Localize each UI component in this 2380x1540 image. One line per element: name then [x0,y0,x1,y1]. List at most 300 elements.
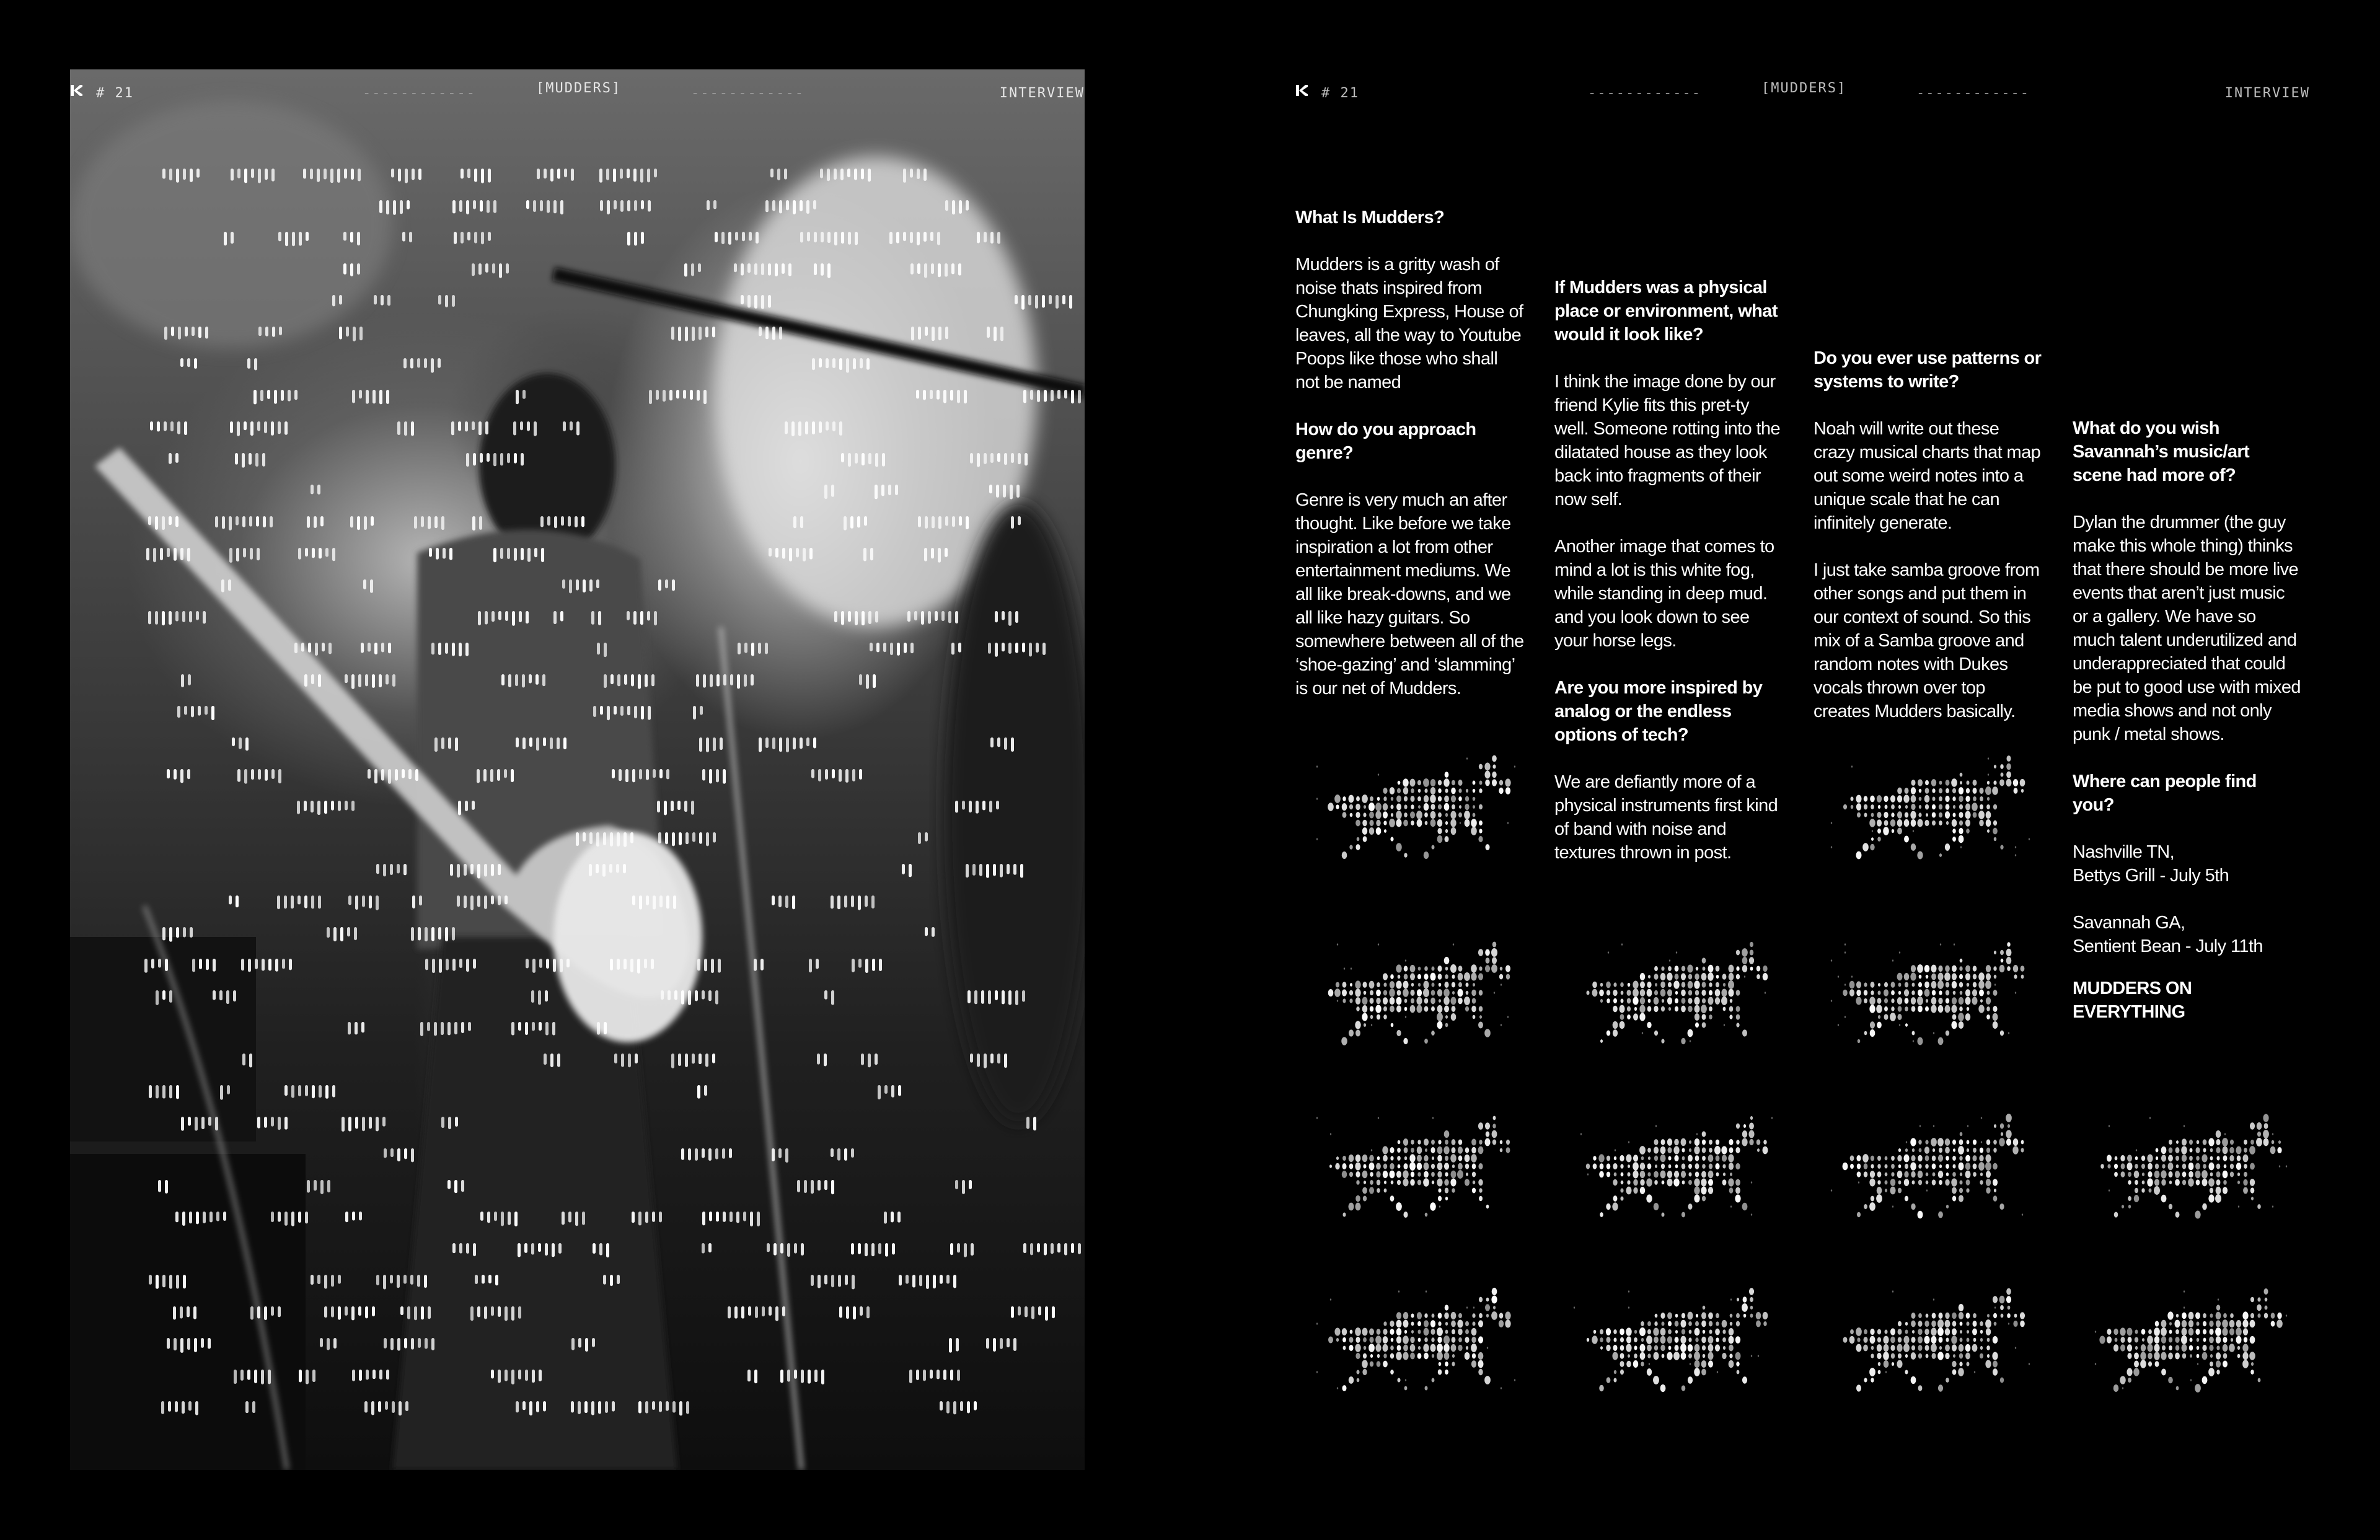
horse-dot [2141,1344,2146,1352]
horse-dot [1329,1164,1332,1168]
overlay-dot [919,1275,922,1286]
horse-dot [1491,1296,1497,1304]
horse-dot [1430,794,1436,803]
overlay-dot [386,1370,389,1379]
overlay-dot [778,895,782,907]
overlay-dot [355,1117,358,1129]
overlay-dot [216,1212,219,1221]
overlay-dot [819,421,822,433]
horse-dot [1383,788,1387,794]
horse-dot [2203,1313,2206,1318]
overlay-dot [223,1212,226,1221]
overlay-dot [1002,990,1005,1005]
overlay-dot [558,1243,562,1254]
horse-dot [1639,1005,1645,1013]
horse-dot [1933,1298,1934,1300]
overlay-dot [743,1212,746,1221]
overlay-dot [564,169,567,177]
question-physical-place: If Mudders was a physical place or environment, what would it look like? [1554,278,1778,345]
horse-dot [1654,990,1658,995]
overlay-dot [761,263,764,275]
horse-dot [1430,973,1435,981]
overlay-dot [357,232,360,245]
overlay-dot [713,200,716,209]
overlay-dot [846,1306,849,1319]
horse-dot [1668,966,1672,971]
horse-dot [1708,1344,1714,1352]
overlay-dot [250,1306,253,1320]
horse-dot [1911,1345,1915,1351]
horse-dot [1439,983,1441,987]
overlay-dot [938,327,941,340]
horse-dot [1756,974,1760,979]
horse-dot [1945,1313,1949,1319]
horse-dot [1958,1163,1963,1171]
overlay-dot [242,453,245,468]
horse-dot [1479,966,1482,970]
horse-dot [1905,982,1908,988]
horse-dot [1892,1362,1894,1366]
horse-dot [1721,989,1727,997]
overlay-dot [351,169,354,180]
overlay-dot [532,959,536,973]
overlay-dot [750,1212,753,1226]
overlay-dot [1045,1306,1048,1321]
overlay-dot [782,263,785,274]
overlay-dot [970,1054,973,1063]
horse-dot [1890,1179,1895,1186]
horse-dot [2114,1164,2118,1169]
overlay-dot [765,327,769,339]
overlay-dot [672,579,675,591]
horse-dot [1871,813,1874,817]
horse-dot [1898,991,1901,995]
overlay-dot [640,611,643,625]
horse-dot [1472,1313,1475,1318]
overlay-dot [677,801,681,810]
overlay-dot [162,1085,165,1099]
horse-dot [1958,1368,1964,1376]
overlay-dot [258,769,261,780]
horse-dot [1729,1139,1733,1145]
horse-dot [1695,1171,1699,1177]
overlay-dot [940,1275,943,1284]
horse-dot [1850,1329,1854,1334]
overlay-dot [1023,390,1026,403]
horse-dot [1316,765,1318,767]
horse-dot [1897,1155,1902,1161]
horse-dot [1863,1337,1867,1343]
horse-dot [1988,757,1989,759]
horse-dot [1444,1130,1450,1138]
horse-dot [1708,965,1714,973]
horse-dot [2243,1179,2247,1186]
horse-dot [1383,1353,1386,1358]
horse-dot [1960,1330,1962,1334]
horse-dot [2161,1179,2166,1186]
overlay-dot [566,959,570,967]
horse-dot [1897,973,1903,981]
horse-dot [1654,1321,1657,1326]
overlay-dot [645,1401,648,1414]
overlay-dot [832,358,835,368]
horse-dot [2175,1171,2180,1178]
horse-dot [1729,1336,1734,1344]
overlay-dot [539,959,542,968]
overlay-dot [613,169,616,182]
horse-dot [1484,1138,1490,1146]
overlay-dot [527,548,531,562]
horse-dot [1722,1320,1727,1327]
horse-dot [1598,1154,1604,1162]
horse-dot [1864,804,1867,810]
horse-dot [2188,1163,2194,1170]
horse-dot [1729,1353,1732,1358]
horse-dot [1450,811,1456,819]
horse-dot [1884,820,1889,825]
overlay-dot [871,895,875,909]
overlay-dot [410,358,413,369]
horse-dot [1994,1322,1997,1326]
horse-dot [1626,1155,1631,1163]
horse-dot [1364,1181,1366,1184]
horse-dot [1688,1353,1692,1358]
horse-dot [1377,1188,1380,1193]
overlay-dot [800,737,803,749]
overlay-dot [916,390,919,398]
overlay-dot [458,801,461,815]
overlay-dot [522,737,526,749]
article-kind: INTERVIEW [2224,86,2310,101]
horse-dot [1911,1203,1915,1210]
horse-dot [1368,803,1375,811]
horse-dot [1437,1344,1443,1352]
overlay-dot [593,706,596,717]
horse-dot [2216,1156,2219,1160]
overlay-dot [1044,390,1047,402]
horse-dot [1966,1179,1970,1185]
overlay-dot [345,1212,348,1222]
overlay-dot [666,895,669,909]
horse-dot [1642,1032,1643,1034]
overlay-dot [1023,1243,1026,1253]
overlay-dot [1021,295,1025,310]
horse-dot [1356,796,1360,801]
overlay-dot [627,169,630,178]
overlay-dot [539,1022,542,1031]
horse-dot [1417,1353,1422,1358]
overlay-dot [431,358,434,373]
overlay-dot [932,927,935,937]
horse-dot [1626,1327,1632,1335]
overlay-dot [372,674,375,688]
dot-matrix-horse-icon [1828,1111,2039,1228]
horse-dot [1849,981,1855,988]
horse-dot [1729,973,1734,980]
question-what-is-mudders: What Is Mudders? [1295,208,1445,227]
horse-dot [1390,1163,1394,1169]
overlay-dot [819,358,822,367]
horse-dot [1673,980,1680,988]
overlay-dot [181,674,184,687]
overlay-dot [244,421,247,430]
overlay-dot [989,485,992,493]
overlay-dot [221,579,224,592]
horse-dot [2174,1320,2180,1328]
overlay-dot [493,453,496,466]
horse-dot [2175,1345,2180,1350]
overlay-dot [903,232,906,241]
horse-dot [1640,973,1646,980]
horse-dot [1910,811,1916,819]
horse-dot [1634,1353,1637,1358]
horse-dot [1654,1180,1657,1185]
horse-dot [1378,943,1379,945]
horse-dot [1499,780,1503,786]
overlay-dot [897,1212,901,1223]
horse-dot [1953,991,1956,995]
overlay-dot [554,516,557,528]
overlay-dot [809,548,813,560]
overlay-dot [156,1085,159,1098]
horse-dot [2242,1344,2248,1352]
horse-dot [1431,990,1435,995]
horse-dot [1620,982,1624,987]
horse-dot [1472,1163,1476,1169]
horse-dot [1946,1164,1949,1169]
overlay-dot [801,1370,804,1383]
overlay-dot [575,1212,578,1226]
horse-dot [1695,1337,1698,1342]
horse-dot [1628,983,1630,987]
horse-dot [1869,1368,1875,1376]
horse-dot [1655,1164,1657,1168]
overlay-dot [1057,390,1060,399]
horse-dot [1918,1329,1922,1335]
overlay-dot [997,453,1000,462]
horse-dot [2188,1328,2194,1335]
horse-dot [1580,1133,1582,1135]
overlay-dot [1011,453,1014,463]
overlay-dot [639,769,642,780]
overlay-dot [183,927,186,938]
horse-dot [1654,1203,1659,1210]
overlay-dot [805,421,808,434]
overlay-dot [390,1275,393,1283]
horse-dot [1938,1384,1943,1391]
horse-dot [1750,1314,1753,1318]
overlay-dot [156,990,159,1005]
overlay-dot [498,864,501,875]
horse-dot [1600,1346,1603,1350]
horse-dot [1864,796,1868,801]
horse-dot [1478,1352,1484,1360]
overlay-dot [284,421,288,435]
overlay-dot [169,169,172,180]
overlay-dot [765,643,768,654]
overlay-dot [1018,453,1021,464]
overlay-dot [376,895,379,910]
show-savannah [2073,911,2302,958]
horse-dot [1688,1376,1693,1384]
header-dash-left: ------------ [1588,86,1701,101]
horse-dot [1978,980,1985,988]
overlay-dot [806,737,809,746]
overlay-dot [162,927,165,940]
horse-dot [1647,982,1651,988]
horse-dot [2168,1163,2174,1170]
overlay-dot [951,263,954,274]
horse-dot [1613,982,1616,987]
overlay-dot [614,200,617,209]
horse-dot [1926,975,1929,979]
horse-dot [1750,949,1753,955]
horse-dot [1986,1345,1990,1350]
horse-dot [1661,1039,1664,1043]
horse-dot [2015,846,2016,848]
overlay-dot [459,643,462,656]
horse-dot [1668,982,1672,987]
overlay-dot [935,611,938,621]
horse-dot [1620,1164,1623,1168]
overlay-dot [379,390,382,404]
horse-dot [2208,1178,2215,1187]
horse-dot [1445,1305,1449,1310]
overlay-dot [860,1306,863,1316]
overlay-dot [327,1180,330,1192]
horse-dot [1885,1156,1888,1161]
horse-dot [1396,1312,1401,1319]
overlay-dot [351,1306,355,1321]
show-savannah-city: Savannah GA, [2073,913,2185,933]
overlay-dot [859,769,862,780]
horse-dot [1831,959,1832,961]
horse-dot [1937,1319,1944,1328]
overlay-dot [620,169,623,179]
horse-dot [1864,1031,1867,1036]
horse-dot [1390,787,1395,794]
horse-dot [1383,1171,1388,1178]
overlay-dot [331,1306,334,1318]
horse-dot [2271,1321,2275,1326]
horse-dot [1452,804,1455,809]
horse-dot [1702,998,1706,1004]
horse-dot [2127,1155,2132,1161]
overlay-dot [544,169,547,178]
horse-dot [1933,1148,1935,1152]
overlay-dot [831,895,834,909]
horse-dot [1884,1006,1888,1011]
horse-dot [1409,779,1415,787]
overlay-dot [770,169,774,178]
overlay-dot [984,1054,987,1068]
horse-dot [2203,1148,2206,1153]
horse-dot [1376,1163,1381,1170]
overlay-dot [545,990,548,1001]
overlay-dot [589,832,593,844]
overlay-dot [357,516,360,530]
horse-dot [1437,1163,1443,1170]
horse-dot [1375,1335,1382,1344]
overlay-dot [681,1148,684,1160]
horse-dot [2184,1290,2185,1292]
overlay-dot [294,390,298,400]
horse-dot [1898,1188,1902,1194]
horse-dot [1403,1170,1409,1178]
overlay-dot [624,832,627,847]
horse-dot [1967,983,1969,987]
horse-dot [1437,989,1442,997]
horse-dot [1364,805,1366,809]
overlay-dot [937,1370,940,1379]
overlay-dot [258,327,262,336]
overlay-dot [327,927,330,938]
horse-dot [2237,1346,2240,1350]
horse-dot [1709,1148,1712,1153]
horse-dot [1363,1353,1367,1359]
overlay-dot [249,453,252,465]
overlay-dot [818,1275,821,1288]
horse-dot [2176,1164,2179,1168]
horse-dot [1660,1384,1666,1392]
horse-dot [1994,1124,1996,1128]
horse-dot [1831,822,1832,824]
overlay-dot [702,1212,705,1225]
horse-dot [1396,819,1401,827]
overlay-dot [617,959,620,970]
horse-dot [1993,966,1996,971]
overlay-dot [485,611,488,625]
horse-dot [1716,1155,1720,1161]
overlay-dot [182,611,185,622]
horse-dot [1410,973,1415,980]
horse-dot [1849,1336,1855,1344]
horse-dot [2208,1368,2215,1376]
horse-dot [2156,1156,2158,1160]
horse-dot [1701,1312,1706,1319]
overlay-dot [298,548,301,560]
horse-dot [1430,998,1435,1005]
horse-dot [1613,1345,1617,1351]
horse-dot [1897,827,1902,834]
horse-dot [1649,1363,1650,1365]
horse-dot [2230,1140,2234,1145]
overlay-dot [772,327,775,340]
horse-dot [1445,1156,1448,1161]
overlay-dot [993,864,996,876]
overlay-dot [945,327,948,339]
overlay-dot [176,1085,179,1099]
horse-dot [1926,999,1928,1003]
horse-dot [1437,1179,1442,1187]
horse-dot [1417,819,1422,827]
show-nashville-city: Nashville TN, [2073,842,2175,862]
horse-dot [1500,1140,1503,1144]
overlay-dot [648,200,651,212]
horse-dot [1396,1202,1402,1211]
overlay-dot [699,737,702,752]
horse-dot [1938,998,1942,1004]
horse-dot [1937,1138,1944,1146]
horse-dot [2230,1164,2234,1169]
horse-dot [1377,1354,1380,1358]
overlay-dot [458,421,461,431]
horse-dot [2176,1386,2179,1391]
horse-dot [2215,1194,2221,1203]
horse-dot [1452,1354,1455,1358]
horse-dot [2203,1329,2206,1335]
horse-dot [1391,1338,1394,1342]
